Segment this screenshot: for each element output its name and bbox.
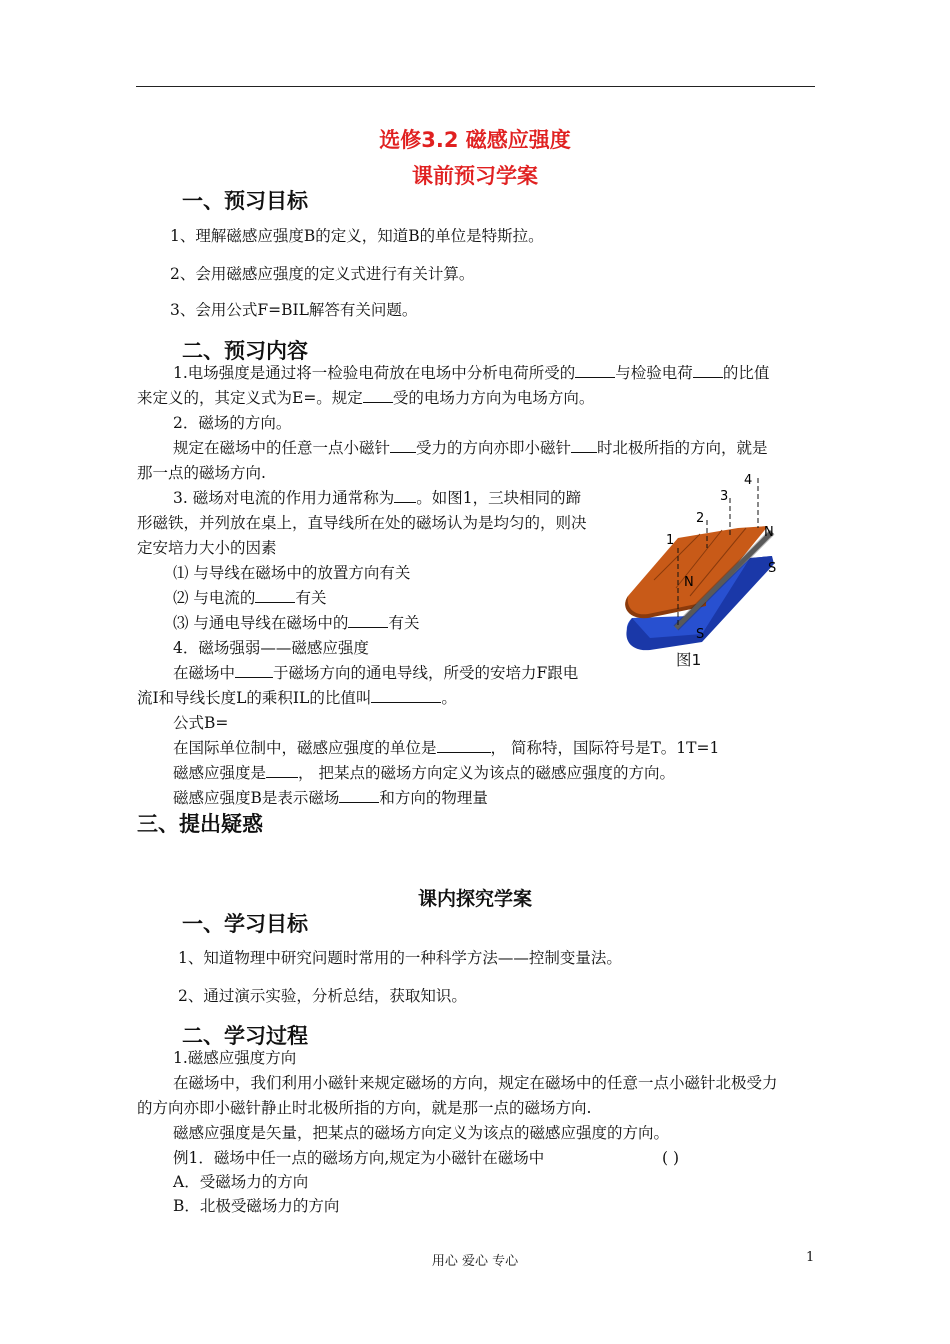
para-6-line-1 [173,663,578,683]
process-1: 1.磁感应强度方向 [173,1049,297,1067]
fill-blank[interactable] [575,363,615,378]
fill-blank[interactable] [339,788,379,803]
text: 的比值 [722,364,770,382]
para-3-line-2: 那一点的磁场方向. [137,464,266,482]
example-1: 例1．磁场中任一点的磁场方向,规定为小磁针在磁场中 [173,1149,545,1167]
para-3-line-1 [173,438,768,458]
label-S-bottom: S [696,627,705,642]
answer-paren[interactable]: ( ) [662,1149,680,1167]
goal-item-1: 1、理解磁感应强度B的定义，知道B的单位是特斯拉。 [170,227,544,245]
text: 于磁场方向的通电导线，所受的安培力F跟电 [273,664,579,682]
process-3: 的方向亦即小磁针静止时北极所指的方向，就是那一点的磁场方向. [137,1099,592,1117]
process-4: 磁感应强度是矢量，把某点的磁场方向定义为该点的磁感应强度的方向。 [173,1124,670,1142]
option-a[interactable]: A．受磁场力的方向 [173,1173,309,1191]
fill-blank[interactable] [371,688,441,703]
para-10 [173,788,488,808]
para-5: 4．磁场强弱——磁感应强度 [173,639,369,657]
para-4-line-3: 定安培力大小的因素 [137,539,277,557]
text: 有关 [295,589,327,607]
figure-caption: 图1 [676,651,702,669]
section-heading-learning-goals: 一、学习目标 [182,912,308,936]
text: ⑵ 与电流的 [173,589,256,607]
learning-goal-1: 1、知道物理中研究问题时常用的一种科学方法——控制变量法。 [178,949,622,967]
text: 和方向的物理量 [379,789,488,807]
text: 时北极所指的方向，就是 [597,439,768,457]
fill-blank[interactable] [255,588,295,603]
section-heading-preview-content: 二、预习内容 [182,339,308,363]
factor-2 [173,588,326,608]
label-N-mid: N [684,575,694,590]
fill-blank[interactable] [266,763,298,778]
text: 磁感应强度是 [173,764,267,782]
text: 。如图1，三块相同的蹄 [416,489,582,507]
fill-blank[interactable] [571,438,597,453]
fill-blank[interactable] [363,388,393,403]
option-b[interactable]: B．北极受磁场力的方向 [173,1197,340,1215]
fill-blank[interactable] [693,363,723,378]
header-rule [136,86,815,87]
text: 在国际单位制中，磁感应强度的单位是 [173,739,437,757]
process-2: 在磁场中，我们利用小磁针来规定磁场的方向，规定在磁场中的任意一点小磁针北极受力 [173,1074,778,1092]
para-6-line-2 [137,688,457,708]
goal-item-3: 3、会用公式F=BIL解答有关问题。 [170,301,418,319]
para-7: 公式B= [173,714,229,732]
goal-item-2: 2、会用磁感应强度的定义式进行有关计算。 [170,265,475,283]
para-4-line-1 [173,488,581,508]
doc-title: 选修3.2 磁感应强度 [379,128,571,152]
part2-title: 课内探究学案 [417,888,532,910]
fill-blank[interactable] [348,613,388,628]
para-9 [173,763,675,783]
label-N-top: N [764,525,774,540]
text: 3. 磁场对电流的作用力通常称为 [173,489,395,507]
text: 。 [441,689,457,707]
para-1-line-2 [137,388,594,408]
text: 有关 [388,614,420,632]
text: 规定在磁场中的任意一点小磁针 [173,439,391,457]
text: 来定义的，其定义式为E=。规定 [137,389,363,407]
text: 受力的方向亦即小磁针 [416,439,572,457]
section-heading-questions: 三、提出疑惑 [137,812,263,836]
para-4-line-2: 形磁铁，并列放在桌上，直导线所在处的磁场认为是均匀的，则决 [137,514,587,532]
para-8 [173,738,719,758]
label-4: 4 [744,473,753,488]
text: 与检验电荷 [615,364,693,382]
fill-blank[interactable] [390,438,416,453]
section-heading-preview-goals: 一、预习目标 [182,189,308,213]
doc-subtitle: 课前预习学案 [412,164,538,188]
label-1: 1 [666,533,675,548]
label-3: 3 [720,489,729,504]
text: ⑶ 与通电导线在磁场中的 [173,614,349,632]
section-heading-learning-process: 二、学习过程 [182,1024,308,1048]
footer-motto: 用心 爱心 专心 [431,1254,519,1269]
text: 磁感应强度B是表示磁场 [173,789,340,807]
fill-blank[interactable] [235,663,273,678]
fill-blank[interactable] [437,738,491,753]
factor-3 [173,613,419,633]
text: 流I和导线长度L的乘积IL的比值叫 [137,689,372,707]
learning-goal-2: 2、通过演示实验，分析总结，获取知识。 [178,987,467,1005]
label-2: 2 [696,511,705,526]
para-2: 2．磁场的方向。 [173,414,292,432]
figure-1-magnets [610,468,810,678]
page-number: 1 [806,1250,815,1265]
label-S-right: S [768,561,777,576]
text: 1.电场强度是通过将一检验电荷放在电场中分析电荷所受的 [173,364,576,382]
text: ， 简称特，国际符号是T。1T=1 [490,739,720,757]
text: 受的电场力方向为电场方向。 [392,389,595,407]
text: ， 把某点的磁场方向定义为该点的磁感应强度的方向。 [298,764,675,782]
fill-blank[interactable] [394,488,416,503]
para-1-line-1 [173,363,769,383]
factor-1: ⑴ 与导线在磁场中的放置方向有关 [173,564,411,582]
text: 在磁场中 [173,664,236,682]
